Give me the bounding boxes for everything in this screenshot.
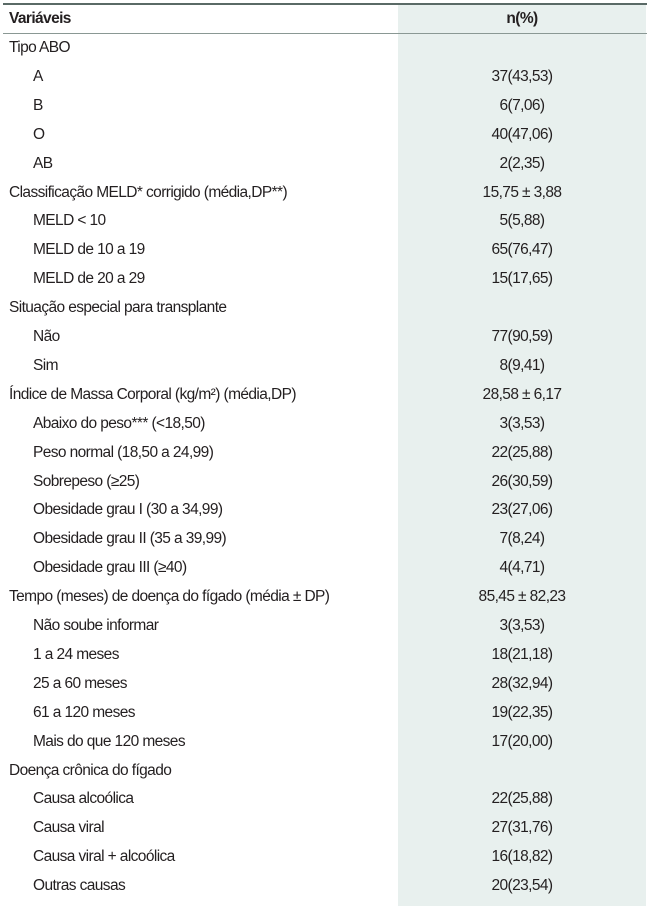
table-row: [0, 495, 650, 524]
row-value: 4(4,71): [499, 559, 545, 577]
row-label: Causa viral + alcoólica: [33, 848, 175, 866]
row-label: 25 a 60 meses: [33, 674, 127, 692]
table-header: [0, 4, 650, 33]
row-value: 23(27,06): [491, 501, 553, 519]
row-label: Não: [33, 328, 60, 345]
row-label: Índice de Massa Corporal (kg/m²) (média,DP): [9, 385, 296, 403]
row-value: 17(20,00): [491, 732, 553, 750]
header-variables: Variáveis: [9, 10, 71, 27]
row-label: O: [33, 125, 45, 143]
row-label: Tipo ABO: [9, 39, 70, 56]
row-label: Causa alcoólica: [33, 790, 134, 808]
row-label: Peso normal (18,50 a 24,99): [33, 443, 214, 461]
row-label: Situação especial para transplante: [9, 299, 227, 317]
row-value: 15,75 ± 3,88: [482, 183, 562, 201]
row-value: 5(5,88): [499, 212, 545, 230]
table-row: [0, 698, 650, 727]
table-row: [0, 813, 650, 842]
row-value: 28,58 ± 6,17: [482, 385, 562, 403]
table-row: [0, 438, 650, 467]
table-row: [0, 380, 650, 409]
table-row: [0, 669, 650, 698]
table-row: [0, 120, 650, 149]
table-row: [0, 264, 650, 293]
table-row: [0, 784, 650, 813]
table-row: [0, 91, 650, 120]
table-row: [0, 206, 650, 235]
row-label: Não soube informar: [33, 617, 159, 634]
row-label: 61 a 120 meses: [33, 703, 135, 721]
row-value: 15(17,65): [491, 270, 553, 288]
table-row: [0, 553, 650, 582]
row-value: 3(3,53): [499, 414, 545, 432]
row-value: 8(9,41): [499, 356, 545, 374]
row-value: 2(2,35): [499, 154, 545, 172]
row-label: A: [33, 67, 43, 85]
row-value: 18(21,18): [491, 645, 553, 663]
row-label: Outras causas: [33, 877, 126, 895]
row-label: Tempo (meses) de doença do fígado (média ± DP): [9, 588, 330, 606]
table-row: [0, 235, 650, 264]
row-label: Mais do que 120 meses: [33, 732, 185, 750]
row-value: 37(43,53): [491, 67, 553, 85]
row-value: 22(25,88): [491, 790, 553, 808]
table-row: [0, 409, 650, 438]
table-row: [0, 727, 650, 756]
table-row: [0, 33, 650, 62]
row-value: 77(90,59): [491, 328, 553, 345]
table-row: [0, 293, 650, 322]
row-label: Obesidade grau III (≥40): [33, 559, 187, 577]
row-label: 1 a 24 meses: [33, 645, 119, 663]
row-value: 26(30,59): [491, 472, 553, 490]
table-row: [0, 524, 650, 553]
row-label: AB: [33, 154, 53, 172]
table-row: [0, 871, 650, 900]
header-n-percent: n(%): [506, 10, 538, 27]
row-value: 22(25,88): [491, 443, 553, 461]
row-label: MELD de 10 a 19: [33, 241, 145, 259]
row-label: Classificação MELD* corrigido (média,DP**): [9, 183, 288, 201]
table-row: [0, 351, 650, 380]
row-value: 16(18,82): [491, 848, 553, 866]
row-value: 3(3,53): [499, 617, 545, 634]
row-label: MELD de 20 a 29: [33, 270, 145, 288]
table-row: [0, 756, 650, 785]
table-row: [0, 611, 650, 640]
table-row: [0, 640, 650, 669]
row-value: 28(32,94): [491, 674, 553, 692]
table-row: [0, 582, 650, 611]
row-value: 27(31,76): [491, 819, 553, 837]
table-row: [0, 842, 650, 871]
row-label: Obesidade grau I (30 a 34,99): [33, 501, 223, 519]
row-label: Sim: [33, 356, 58, 374]
row-label: Doença crônica do fígado: [9, 761, 172, 779]
row-value: 7(8,24): [499, 530, 545, 548]
table-row: [0, 178, 650, 207]
row-label: Obesidade grau II (35 a 39,99): [33, 530, 227, 548]
row-value: 85,45 ± 82,23: [478, 588, 566, 606]
table-row: [0, 149, 650, 178]
row-value: 19(22,35): [491, 703, 553, 721]
table-row: [0, 322, 650, 351]
row-label: Abaixo do peso*** (<18,50): [33, 414, 205, 432]
table-row: [0, 62, 650, 91]
row-value: 6(7,06): [499, 96, 545, 114]
row-value: 65(76,47): [491, 241, 553, 259]
row-value: 20(23,54): [491, 877, 553, 895]
row-label: MELD < 10: [33, 212, 106, 230]
row-label: Sobrepeso (≥25): [33, 472, 140, 490]
table-row: [0, 467, 650, 496]
row-label: Causa viral: [33, 819, 104, 837]
row-value: 40(47,06): [491, 125, 553, 143]
row-label: B: [33, 96, 43, 114]
